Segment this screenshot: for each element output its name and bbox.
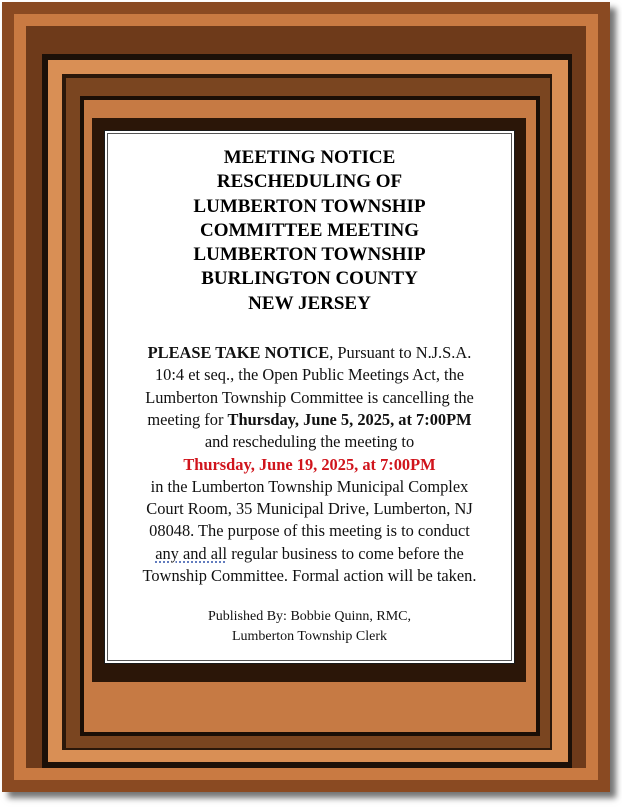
body-line: 10:4 et seq., the Open Public Meetings Act, the	[154, 365, 465, 385]
cancelled-date: Thursday, June 5, 2025, at 7:00PM	[227, 409, 472, 429]
body-line: Township Committee. Formal action will be taken.	[142, 566, 477, 586]
notice-inner-border	[107, 133, 512, 661]
body-line	[114, 543, 505, 565]
published-line: Published By: Bobbie Quinn, RMC,	[207, 609, 412, 625]
rescheduled-date: Thursday, June 19, 2025, at 7:00PM	[183, 454, 436, 474]
title-line: LUMBERTON TOWNSHIP	[193, 244, 426, 266]
title-line: COMMITTEE MEETING	[199, 219, 420, 241]
body-line: 08048. The purpose of this meeting is to conduct	[149, 521, 470, 541]
title-line: RESCHEDULING OF	[216, 171, 403, 193]
notice-title	[108, 146, 511, 316]
published-by	[108, 607, 511, 647]
body-line: in the Lumberton Township Municipal Complex	[150, 476, 469, 496]
body-text-span: meeting for	[147, 409, 228, 429]
notice-lead: PLEASE TAKE NOTICE	[147, 343, 330, 363]
body-line: Lumberton Township Committee is cancelling the	[145, 387, 474, 407]
title-line: MEETING NOTICE	[223, 147, 396, 168]
notice-paper	[104, 130, 515, 664]
underlined-phrase: any and all	[155, 543, 228, 563]
title-line: BURLINGTON COUNTY	[201, 268, 418, 290]
title-line: LUMBERTON TOWNSHIP	[193, 195, 426, 217]
title-line: NEW JERSEY	[248, 292, 371, 314]
published-line: Lumberton Township Clerk	[231, 629, 388, 645]
body-text-span: , Pursuant to N.J.S.A.	[329, 343, 472, 363]
body-line: Court Room, 35 Municipal Drive, Lumberton, NJ	[146, 499, 473, 519]
notice-body	[114, 342, 505, 587]
body-text-span: regular business to come before the	[227, 543, 464, 563]
body-line	[114, 342, 505, 364]
body-line: and rescheduling the meeting to	[204, 432, 415, 452]
body-line	[114, 409, 505, 431]
